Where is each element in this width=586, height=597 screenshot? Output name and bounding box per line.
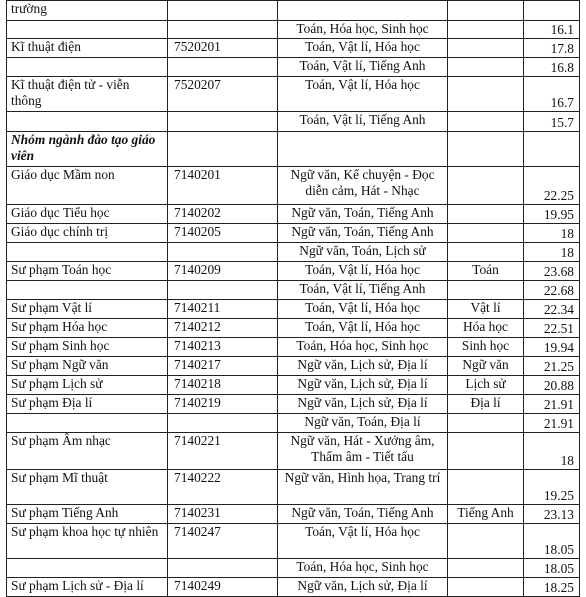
major-name-cell: trường bbox=[7, 1, 168, 21]
table-body bbox=[7, 1, 580, 597]
major-code-cell: 7140202 bbox=[168, 205, 278, 224]
subject-combination-cell: Toán, Vật lí, Hóa học bbox=[278, 262, 448, 281]
table-row bbox=[7, 262, 580, 281]
cutoff-score-cell: 17.8 bbox=[524, 39, 580, 58]
priority-subject-cell: Hóa học bbox=[448, 319, 524, 338]
subject-combination-cell: Ngữ văn, Toán, Lịch sử bbox=[278, 243, 448, 262]
cutoff-score-cell: 19.25 bbox=[524, 470, 580, 505]
subject-combination-cell: Ngữ văn, Lịch sử, Địa lí bbox=[278, 357, 448, 376]
major-code-cell: 7520207 bbox=[168, 77, 278, 112]
cutoff-score-cell bbox=[524, 132, 580, 167]
table-row bbox=[7, 319, 580, 338]
subject-combination-cell: Ngữ văn, Lịch sử, Địa lí bbox=[278, 578, 448, 597]
subject-combination-cell: Ngữ văn, Lịch sử, Địa lí bbox=[278, 376, 448, 395]
subject-combination-cell: Toán, Hóa học, Sinh học bbox=[278, 559, 448, 578]
priority-subject-cell bbox=[448, 205, 524, 224]
table-row bbox=[7, 470, 580, 505]
cutoff-score-cell: 22.51 bbox=[524, 319, 580, 338]
cutoff-score-cell: 18 bbox=[524, 224, 580, 243]
subject-combination-cell bbox=[278, 132, 448, 167]
major-code-cell bbox=[168, 1, 278, 21]
cutoff-score-cell: 23.13 bbox=[524, 505, 580, 524]
subject-combination-cell: Ngữ văn, Hình họa, Trang trí bbox=[278, 470, 448, 505]
major-code-cell bbox=[168, 58, 278, 77]
cutoff-score-cell: 22.34 bbox=[524, 300, 580, 319]
major-name-cell: Nhóm ngành đào tạo giáo viên bbox=[7, 132, 168, 167]
subject-combination-cell: Ngữ văn, Kể chuyện - Đọc diễn cảm, Hát - Nhạc bbox=[278, 167, 448, 205]
major-name-cell: Sư phạm Vật lí bbox=[7, 300, 168, 319]
priority-subject-cell bbox=[448, 524, 524, 559]
priority-subject-cell bbox=[448, 112, 524, 132]
subject-combination-cell: Toán, Vật lí, Hóa học bbox=[278, 319, 448, 338]
priority-subject-cell: Toán bbox=[448, 262, 524, 281]
priority-subject-cell: Tiếng Anh bbox=[448, 505, 524, 524]
table-row bbox=[7, 39, 580, 58]
table-row bbox=[7, 300, 580, 319]
priority-subject-cell: Lịch sử bbox=[448, 376, 524, 395]
subject-combination-cell bbox=[278, 1, 448, 21]
table-row bbox=[7, 77, 580, 112]
major-name-cell: Kĩ thuật điện tử - viễn thông bbox=[7, 77, 168, 112]
priority-subject-cell bbox=[448, 167, 524, 205]
major-code-cell: 7140218 bbox=[168, 376, 278, 395]
table-row bbox=[7, 414, 580, 433]
priority-subject-cell: Ngữ văn bbox=[448, 357, 524, 376]
cutoff-score-cell: 21.25 bbox=[524, 357, 580, 376]
major-name-cell bbox=[7, 414, 168, 433]
major-code-cell: 7140211 bbox=[168, 300, 278, 319]
table-row bbox=[7, 243, 580, 262]
major-name-cell: Sư phạm Ngữ văn bbox=[7, 357, 168, 376]
cutoff-score-cell: 18.25 bbox=[524, 578, 580, 597]
priority-subject-cell bbox=[448, 559, 524, 578]
cutoff-score-cell: 19.94 bbox=[524, 338, 580, 357]
major-name-cell: Sư phạm Lịch sử - Địa lí bbox=[7, 578, 168, 597]
major-code-cell: 7140205 bbox=[168, 224, 278, 243]
cutoff-score-cell: 18.05 bbox=[524, 524, 580, 559]
table-row bbox=[7, 559, 580, 578]
subject-combination-cell: Toán, Hóa học, Sinh học bbox=[278, 338, 448, 357]
major-name-cell bbox=[7, 559, 168, 578]
cutoff-score-cell: 18 bbox=[524, 243, 580, 262]
priority-subject-cell bbox=[448, 21, 524, 39]
major-code-cell: 7140213 bbox=[168, 338, 278, 357]
major-name-cell: Sư phạm Sinh học bbox=[7, 338, 168, 357]
major-name-cell: Sư phạm Hóa học bbox=[7, 319, 168, 338]
priority-subject-cell bbox=[448, 433, 524, 470]
major-code-cell bbox=[168, 112, 278, 132]
major-code-cell: 7140221 bbox=[168, 433, 278, 470]
major-name-cell bbox=[7, 21, 168, 39]
subject-combination-cell: Toán, Vật lí, Hóa học bbox=[278, 524, 448, 559]
cutoff-score-cell: 22.68 bbox=[524, 281, 580, 300]
major-name-cell: Sư phạm Âm nhạc bbox=[7, 433, 168, 470]
subject-combination-cell: Toán, Vật lí, Tiếng Anh bbox=[278, 281, 448, 300]
major-code-cell: 7140201 bbox=[168, 167, 278, 205]
priority-subject-cell bbox=[448, 58, 524, 77]
priority-subject-cell bbox=[448, 132, 524, 167]
table-row bbox=[7, 21, 580, 39]
table-row bbox=[7, 395, 580, 414]
subject-combination-cell: Ngữ văn, Lịch sử, Địa lí bbox=[278, 395, 448, 414]
major-code-cell: 7140231 bbox=[168, 505, 278, 524]
cutoff-score-cell: 16.7 bbox=[524, 77, 580, 112]
priority-subject-cell bbox=[448, 224, 524, 243]
table-row bbox=[7, 112, 580, 132]
table-row bbox=[7, 132, 580, 167]
cutoff-score-cell: 22.25 bbox=[524, 167, 580, 205]
major-code-cell: 7140209 bbox=[168, 262, 278, 281]
subject-combination-cell: Ngữ văn, Toán, Tiếng Anh bbox=[278, 205, 448, 224]
table-row bbox=[7, 167, 580, 205]
priority-subject-cell bbox=[448, 39, 524, 58]
subject-combination-cell: Toán, Vật lí, Hóa học bbox=[278, 300, 448, 319]
major-code-cell: 7140222 bbox=[168, 470, 278, 505]
table-row bbox=[7, 524, 580, 559]
subject-combination-cell: Ngữ văn, Toán, Tiếng Anh bbox=[278, 224, 448, 243]
major-name-cell: Sư phạm Mĩ thuật bbox=[7, 470, 168, 505]
cutoff-score-cell: 18 bbox=[524, 433, 580, 470]
major-code-cell bbox=[168, 243, 278, 262]
major-code-cell bbox=[168, 414, 278, 433]
table-row bbox=[7, 281, 580, 300]
major-name-cell: Giáo dục Mầm non bbox=[7, 167, 168, 205]
subject-combination-cell: Ngữ văn, Toán, Địa lí bbox=[278, 414, 448, 433]
priority-subject-cell bbox=[448, 470, 524, 505]
table-row bbox=[7, 433, 580, 470]
major-name-cell: Giáo dục chính trị bbox=[7, 224, 168, 243]
subject-combination-cell: Toán, Vật lí, Hóa học bbox=[278, 77, 448, 112]
major-name-cell: Kĩ thuật điện bbox=[7, 39, 168, 58]
priority-subject-cell bbox=[448, 1, 524, 21]
cutoff-score-cell: 20.88 bbox=[524, 376, 580, 395]
table-row bbox=[7, 224, 580, 243]
cutoff-score-cell: 21.91 bbox=[524, 395, 580, 414]
subject-combination-cell: Toán, Vật lí, Tiếng Anh bbox=[278, 58, 448, 77]
cutoff-score-cell: 18.05 bbox=[524, 559, 580, 578]
priority-subject-cell bbox=[448, 578, 524, 597]
major-code-cell: 7520201 bbox=[168, 39, 278, 58]
table-row bbox=[7, 376, 580, 395]
table-row bbox=[7, 58, 580, 77]
major-name-cell bbox=[7, 281, 168, 300]
major-name-cell bbox=[7, 243, 168, 262]
priority-subject-cell: Địa lí bbox=[448, 395, 524, 414]
table-row bbox=[7, 1, 580, 21]
major-code-cell: 7140247 bbox=[168, 524, 278, 559]
cutoff-score-cell bbox=[524, 1, 580, 21]
major-name-cell: Sư phạm khoa học tự nhiên bbox=[7, 524, 168, 559]
major-code-cell bbox=[168, 559, 278, 578]
major-code-cell bbox=[168, 281, 278, 300]
major-name-cell: Giáo dục Tiểu học bbox=[7, 205, 168, 224]
cutoff-score-cell: 19.95 bbox=[524, 205, 580, 224]
subject-combination-cell: Toán, Vật lí, Hóa học bbox=[278, 39, 448, 58]
admission-score-table bbox=[6, 0, 580, 597]
priority-subject-cell bbox=[448, 414, 524, 433]
table-row bbox=[7, 505, 580, 524]
subject-combination-cell: Ngữ văn, Hát - Xướng âm, Thẩm âm - Tiết tấu bbox=[278, 433, 448, 470]
cutoff-score-cell: 21.91 bbox=[524, 414, 580, 433]
cutoff-score-cell: 15.7 bbox=[524, 112, 580, 132]
major-name-cell: Sư phạm Tiếng Anh bbox=[7, 505, 168, 524]
major-code-cell: 7140212 bbox=[168, 319, 278, 338]
major-code-cell bbox=[168, 132, 278, 167]
major-code-cell: 7140249 bbox=[168, 578, 278, 597]
major-code-cell: 7140219 bbox=[168, 395, 278, 414]
major-name-cell: Sư phạm Địa lí bbox=[7, 395, 168, 414]
subject-combination-cell: Toán, Vật lí, Tiếng Anh bbox=[278, 112, 448, 132]
major-code-cell: 7140217 bbox=[168, 357, 278, 376]
table-row bbox=[7, 338, 580, 357]
priority-subject-cell: Vật lí bbox=[448, 300, 524, 319]
priority-subject-cell bbox=[448, 243, 524, 262]
major-name-cell: Sư phạm Lịch sử bbox=[7, 376, 168, 395]
table-row bbox=[7, 578, 580, 597]
cutoff-score-cell: 16.1 bbox=[524, 21, 580, 39]
table-row bbox=[7, 205, 580, 224]
priority-subject-cell: Sinh học bbox=[448, 338, 524, 357]
table-row bbox=[7, 357, 580, 376]
cutoff-score-cell: 16.8 bbox=[524, 58, 580, 77]
major-name-cell: Sư phạm Toán học bbox=[7, 262, 168, 281]
subject-combination-cell: Ngữ văn, Toán, Tiếng Anh bbox=[278, 505, 448, 524]
major-name-cell bbox=[7, 112, 168, 132]
priority-subject-cell bbox=[448, 77, 524, 112]
cutoff-score-cell: 23.68 bbox=[524, 262, 580, 281]
priority-subject-cell bbox=[448, 281, 524, 300]
major-code-cell bbox=[168, 21, 278, 39]
subject-combination-cell: Toán, Hóa học, Sinh học bbox=[278, 21, 448, 39]
major-name-cell bbox=[7, 58, 168, 77]
